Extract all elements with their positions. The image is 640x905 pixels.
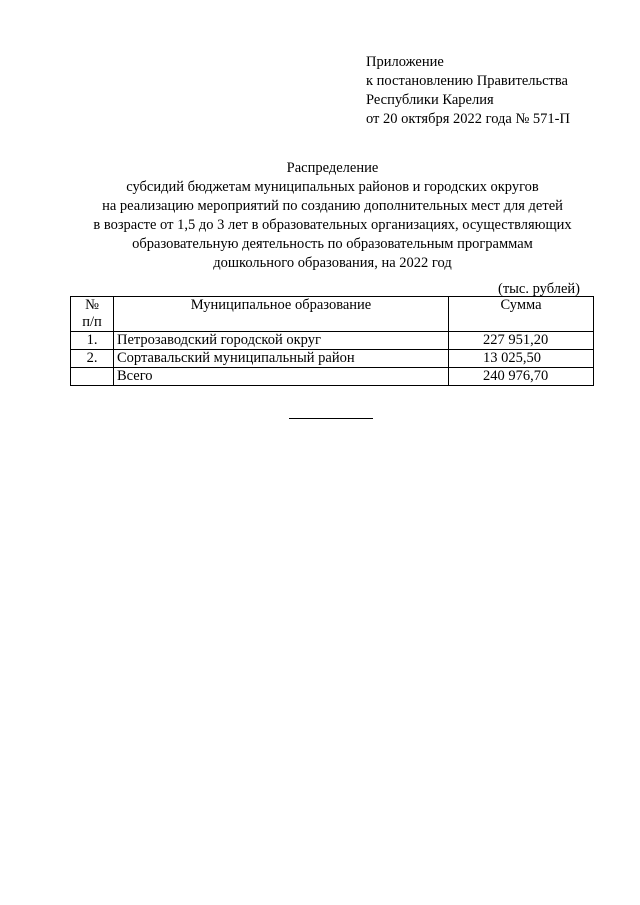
total-label: Всего xyxy=(114,368,449,386)
title-line: образовательную деятельность по образовательным программам xyxy=(132,236,533,252)
table-row xyxy=(71,332,594,350)
table-row xyxy=(71,350,594,368)
header-amount: Сумма xyxy=(449,297,594,332)
title-line: на реализацию мероприятий по созданию дополнительных мест для детей xyxy=(102,198,563,214)
header-municipality: Муниципальное образование xyxy=(114,297,449,332)
total-amount: 240 976,70 xyxy=(449,368,594,386)
units-label: (тыс. рублей) xyxy=(498,281,580,297)
row-amount: 227 951,20 xyxy=(449,332,594,350)
title-line: субсидий бюджетам муниципальных районов и городских округов xyxy=(126,179,539,195)
total-number-cell xyxy=(71,368,114,386)
document-title xyxy=(60,159,605,273)
title-line: дошкольного образования, на 2022 год xyxy=(213,255,452,271)
row-municipality: Сортавальский муниципальный район xyxy=(114,350,449,368)
title-line: в возрасте от 1,5 до 3 лет в образовательных организациях, осуществляющих xyxy=(93,217,572,233)
appendix-line: к постановлению Правительства xyxy=(366,73,568,89)
table-total-row xyxy=(71,368,594,386)
header-number-line1: № xyxy=(85,297,99,313)
appendix-header xyxy=(366,53,626,129)
header-number-line2: п/п xyxy=(82,314,102,330)
closing-divider xyxy=(289,418,373,419)
row-amount: 13 025,50 xyxy=(449,350,594,368)
row-number: 1. xyxy=(71,332,114,350)
appendix-line: Приложение xyxy=(366,54,444,70)
distribution-table xyxy=(70,296,594,386)
title-line: Распределение xyxy=(286,160,379,176)
row-municipality: Петрозаводский городской округ xyxy=(114,332,449,350)
appendix-line: Республики Карелия xyxy=(366,92,494,108)
row-number: 2. xyxy=(71,350,114,368)
appendix-line: от 20 октября 2022 года № 571-П xyxy=(366,111,570,127)
table-header-row xyxy=(71,297,594,332)
header-number xyxy=(71,297,114,332)
